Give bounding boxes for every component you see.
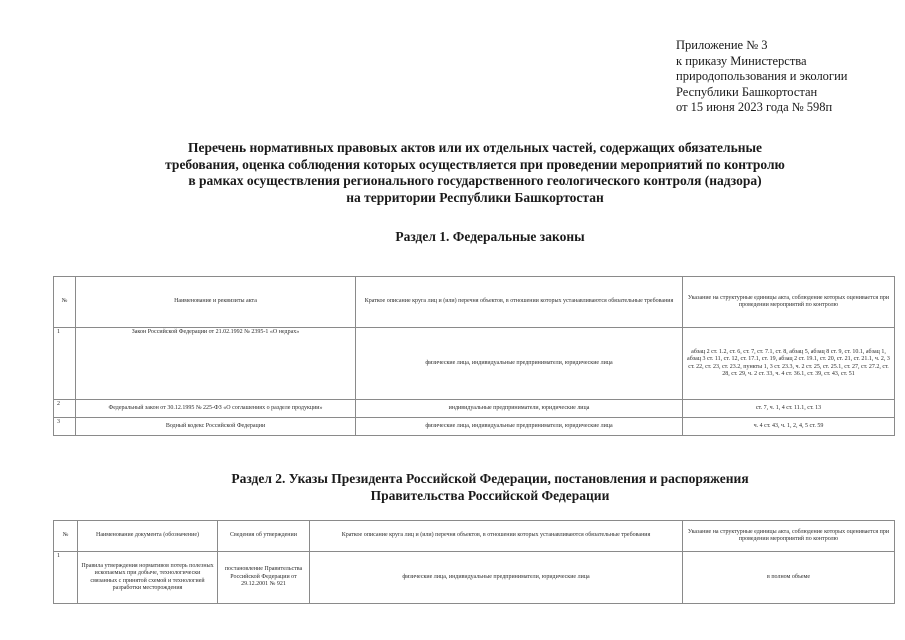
table-row: [54, 328, 895, 400]
row-name: Закон Российской Федерации от 21.02.1992 № 2395-1 «О недрах»: [76, 328, 356, 400]
row-units: в полном объеме: [683, 552, 895, 604]
title-line: Перечень нормативных правовых актов или их отдельных частей, содержащих обязательные: [187, 140, 763, 155]
section1-heading: [300, 229, 680, 246]
row-num: 1: [54, 552, 78, 604]
header-units: Указание на структурные единицы акта, соблюдение которых оценивается при проведении мероприятий по контролю: [683, 277, 895, 328]
header-objects: Краткое описание круга лиц и (или) перечня объектов, в отношении которых устанавливаются обязательные требования: [356, 277, 683, 328]
row-objects: физические лица, индивидуальные предприниматели, юридические лица: [310, 552, 683, 604]
appendix-line: от 15 июня 2023 года № 598п: [676, 100, 833, 114]
header-num: №: [54, 521, 78, 552]
header-approval: Сведения об утверждении: [218, 521, 310, 552]
header-name: Наименование и реквизиты акта: [76, 277, 356, 328]
title-line: в рамках осуществления регионального государственного геологического контроля (надзора): [188, 173, 762, 188]
title-line: требования, оценка соблюдения которых осуществляется при проведении мероприятий по контролю: [165, 156, 785, 172]
appendix-line: к приказу Министерства: [676, 53, 807, 68]
row-name: Федеральный закон от 30.12.1995 № 225-ФЗ «О соглашениях о разделе продукции»: [76, 400, 356, 418]
header-objects: Краткое описание круга лиц и (или) перечня объектов, в отношении которых устанавливаются обязательные требования: [310, 521, 683, 552]
row-objects: физические лица, индивидуальные предприниматели, юридические лица: [356, 418, 683, 436]
table-header-row: [54, 277, 895, 328]
row-name: Правила утверждения нормативов потерь полезных ископаемых при добыче, технологически связанных с принятой схемой и технологией разработки месторождения: [78, 552, 218, 604]
table-row: [54, 400, 895, 418]
header-num: №: [54, 277, 76, 328]
appendix-line: Республики Башкортостан: [676, 84, 818, 99]
section2-heading-line: Раздел 2. Указы Президента Российской Федерации, постановления и распоряжения: [231, 471, 749, 486]
row-num: 1: [54, 328, 76, 400]
table-header-row: [54, 521, 895, 552]
title-line: на территории Республики Башкортостан: [346, 189, 604, 205]
table-row: [54, 552, 895, 604]
row-name: Водный кодекс Российской Федерации: [76, 418, 356, 436]
section2-table: [53, 520, 895, 604]
row-approval: постановление Правительства Российской Федерации от 29.12.2001 № 921: [218, 552, 310, 604]
document-title: [95, 140, 855, 206]
appendix-block: [676, 38, 901, 116]
section2-heading: [150, 471, 830, 504]
row-num: 3: [54, 418, 76, 436]
section1-table: [53, 276, 895, 436]
row-objects: индивидуальные предприниматели, юридические лица: [356, 400, 683, 418]
header-units: Указание на структурные единицы акта, соблюдение которых оценивается при проведении мероприятий по контролю: [683, 521, 895, 552]
row-num: 2: [54, 400, 76, 418]
header-name: Наименование документа (обозначение): [78, 521, 218, 552]
table-row: [54, 418, 895, 436]
appendix-line: Приложение № 3: [676, 38, 768, 52]
row-objects: физические лица, индивидуальные предприниматели, юридические лица: [356, 328, 683, 400]
row-units: абзац 2 ст. 1.2, ст. 6, ст. 7, ст. 7.1, ст. 8, абзац 5, абзац 8 ст. 9, ст. 10.1, абзац 1, абзац 3 ст. 11, ст. 12, ст. 17.1, ст. 19, абзац 2 ст. 19.1, ст. 20, ст. 21, ст. 21.1, ч. 2, 3 ст. 22, ст. 23, ст. 23.2, пункты 1, 3 ст. 23.3, ч. 2 ст. 25, ст. 25.1, ст. 27, ст. 27.2, ст. 28, ст. 29, ч. 2 ст. 33, ч. 4 ст. 36.1, ст. 39, ст. 43, ст. 51: [683, 328, 895, 400]
appendix-line: природопользования и экологии: [676, 69, 848, 83]
section2-heading-line: Правительства Российской Федерации: [370, 487, 610, 503]
row-units: ч. 4 ст. 43, ч. 1, 2, 4, 5 ст. 59: [683, 418, 895, 436]
section1-heading-text: Раздел 1. Федеральные законы: [395, 229, 585, 244]
row-units: ст. 7, ч. 1, 4 ст. 11.1, ст. 13: [683, 400, 895, 418]
